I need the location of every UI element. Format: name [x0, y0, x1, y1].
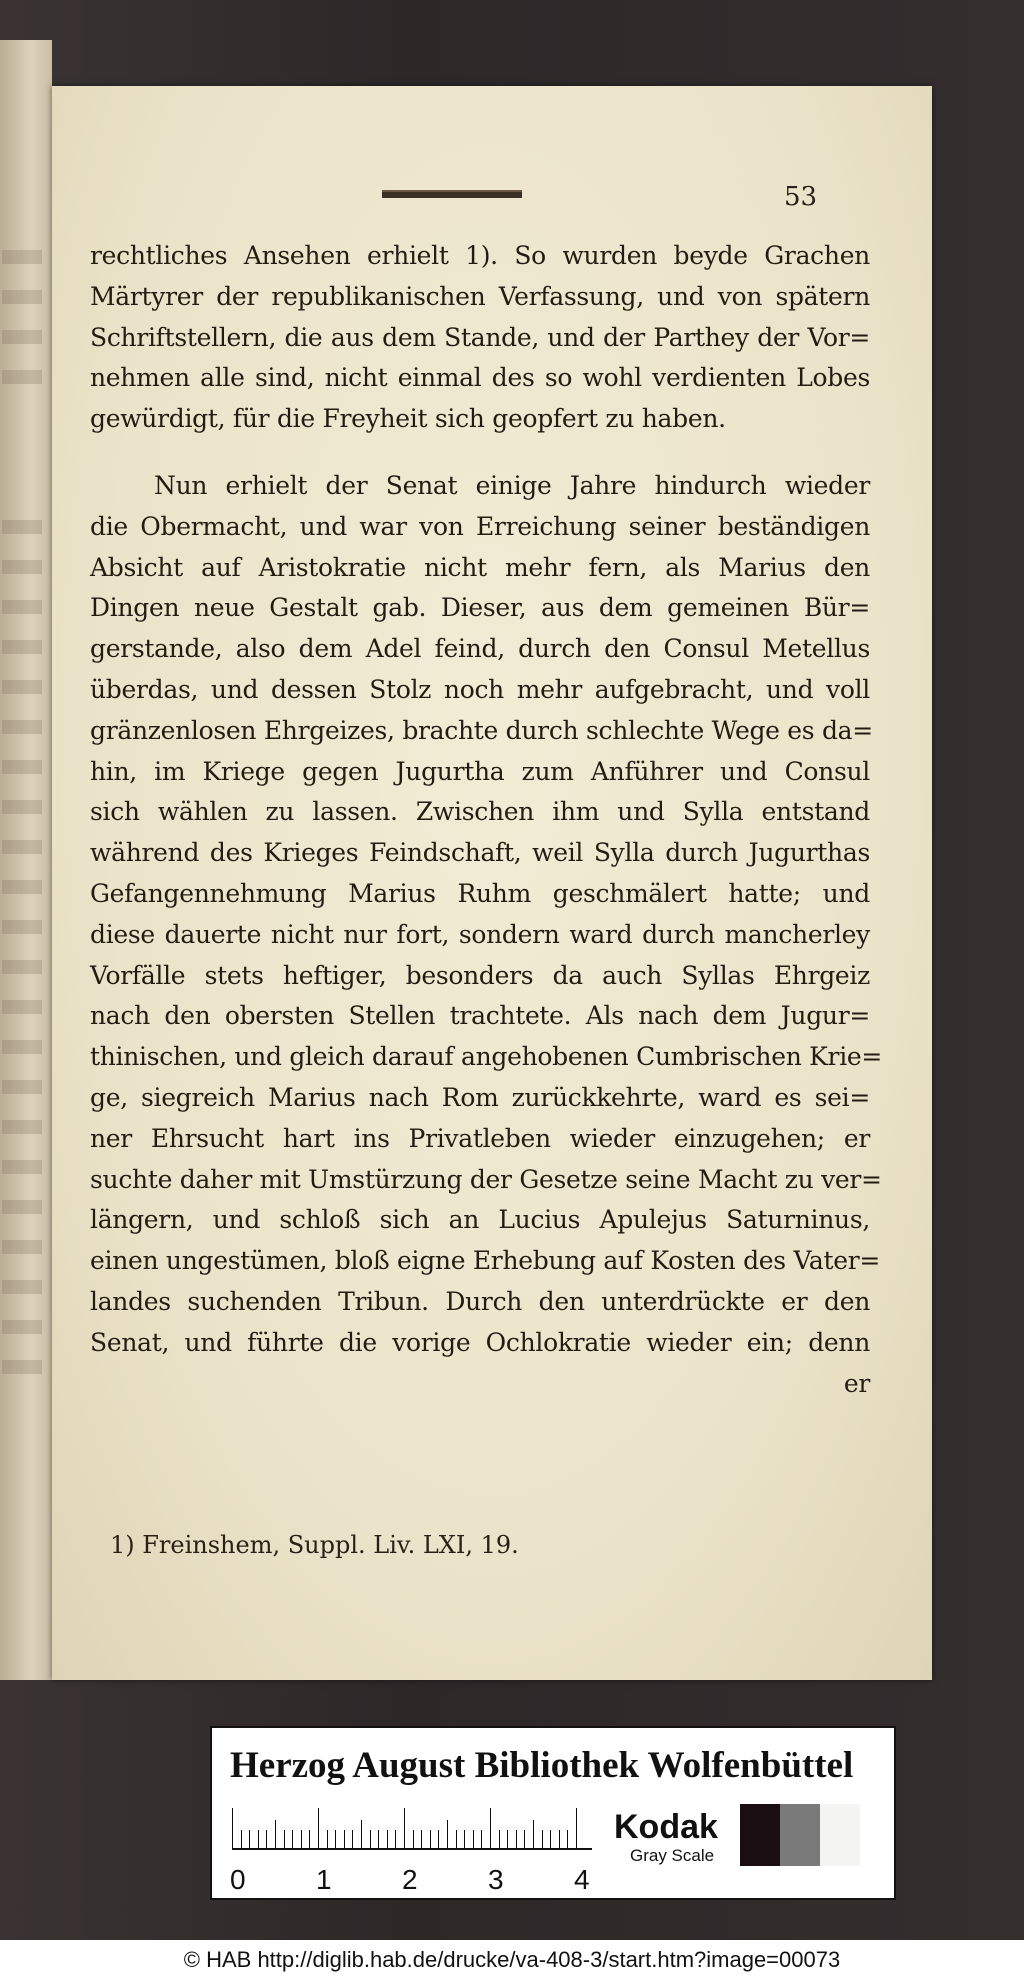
catchword: er: [843, 1368, 870, 1398]
ruler-tick: [473, 1830, 474, 1848]
text-line: thinischen, und gleich darauf angehobenen Cumbrischen Krie=: [90, 1042, 883, 1072]
library-name: Herzog August Bibliothek Wolfenbüttel: [230, 1745, 854, 1786]
ruler-tick: [318, 1808, 319, 1848]
text-line: Nun erhielt der Senat einige Jahre hindurch wieder: [154, 470, 870, 500]
text-line: gränzenlosen Ehrgeizes, brachte durch schlechte Wege es da=: [90, 715, 873, 745]
ruler-tick: [301, 1830, 302, 1848]
text-line: einen ungestümen, bloß eigne Erhebung auf Kosten des Vater=: [90, 1246, 881, 1276]
text-line: hin, im Kriege gegen Jugurtha zum Anführer und Consul: [90, 756, 870, 786]
text-line: Vorfälle stets heftiger, besonders da auch Syllas Ehrgeiz: [90, 960, 870, 990]
ruler-tick: [395, 1830, 396, 1848]
text-line: Senat, und führte die vorige Ochlokratie wieder ein; denn: [90, 1327, 870, 1357]
ruler-number: 1: [316, 1864, 332, 1895]
text-line: die Obermacht, und war von Erreichung seiner beständigen: [90, 511, 870, 541]
text-line: rechtliches Ansehen erhielt 1). So wurden beyde Grachen: [90, 241, 870, 270]
ruler-tick: [327, 1830, 328, 1848]
ruler-number: 4: [574, 1864, 590, 1895]
ruler-tick: [542, 1830, 543, 1848]
ruler-tick: [550, 1830, 551, 1848]
ruler-tick: [533, 1820, 534, 1848]
ruler-tick: [275, 1820, 276, 1848]
ruler-tick: [413, 1830, 414, 1848]
ruler-tick: [241, 1830, 242, 1848]
text-line: Dingen neue Gestalt gab. Dieser, aus dem gemeinen Bür=: [90, 593, 870, 623]
book-page: [52, 86, 932, 1680]
ruler-tick: [361, 1820, 362, 1848]
ruler-tick: [576, 1808, 577, 1848]
ruler-tick: [421, 1830, 422, 1848]
ruler-tick: [499, 1830, 500, 1848]
ruler-tick: [284, 1830, 285, 1848]
text-line: Absicht auf Aristokratie nicht mehr fern, als Marius den: [90, 552, 870, 582]
ruler-tick: [335, 1830, 336, 1848]
ruler-number: 3: [488, 1864, 504, 1895]
kodak-logo: Kodak: [614, 1808, 718, 1846]
ruler-tick: [258, 1830, 259, 1848]
page-body: [90, 236, 883, 1404]
text-line: längern, und schloß sich an Lucius Apulejus Saturninus,: [90, 1205, 870, 1235]
ruler-tick: [378, 1830, 379, 1848]
ruler-tick: [404, 1808, 405, 1848]
ruler-tick: [559, 1830, 560, 1848]
gray-swatch-dark: [740, 1804, 780, 1866]
text-line: sich wählen zu lassen. Zwischen ihm und Sylla entstand: [90, 797, 870, 827]
text-line: Schriftstellern, die aus dem Stande, und der Parthey der Vor=: [90, 322, 870, 352]
text-line: nach den obersten Stellen trachtete. Als nach dem Jugur=: [90, 1001, 870, 1031]
page-number: 53: [784, 182, 818, 212]
copyright-credit: © HAB http://diglib.hab.de/drucke/va-408-3/start.htm?image=00073: [0, 1940, 1024, 1980]
text-line: ner Ehrsucht hart ins Privatleben wieder einzugehen; er: [90, 1123, 870, 1153]
gray-swatch-mid: [780, 1804, 820, 1866]
text-line: ge, siegreich Marius nach Rom zurückkehrte, ward es sei=: [90, 1082, 870, 1112]
ruler-tick: [232, 1808, 233, 1848]
footnote: 1) Freinshem, Suppl. Liv. LXI, 19.: [110, 1531, 519, 1559]
ruler-tick: [292, 1830, 293, 1848]
text-line: gerstande, also dem Adel feind, durch den Consul Metellus: [90, 634, 870, 664]
ruler-tick: [344, 1830, 345, 1848]
text-line: gewürdigt, für die Freyheit sich geopfert zu haben.: [90, 404, 726, 434]
text-line: nehmen alle sind, nicht einmal des so wohl verdienten Lobes: [90, 363, 870, 393]
text-line: landes suchenden Tribun. Durch den unterdrückte er den: [90, 1286, 870, 1316]
gray-scale-label: Gray Scale: [630, 1846, 715, 1865]
ruler-tick: [524, 1830, 525, 1848]
ruler-tick: [464, 1830, 465, 1848]
previous-page-edge: [0, 40, 52, 1680]
paragraph-2: [90, 466, 883, 1404]
ruler-tick: [490, 1808, 491, 1848]
ruler-number: 0: [230, 1864, 246, 1895]
paragraph-1: [90, 236, 870, 440]
text-line: diese dauerte nicht nur fort, sondern ward durch mancherley: [90, 919, 870, 949]
header-rule: [382, 190, 522, 198]
text-line: suchte daher mit Umstürzung der Gesetze seine Macht zu ver=: [90, 1164, 882, 1194]
ruler-tick: [266, 1830, 267, 1848]
ruler-tick: [516, 1830, 517, 1848]
ruler-tick: [352, 1830, 353, 1848]
text-line: überdas, und dessen Stolz noch mehr aufgebracht, und voll: [90, 674, 870, 704]
ruler-tick: [507, 1830, 508, 1848]
ruler-tick: [309, 1830, 310, 1848]
ruler-tick: [456, 1830, 457, 1848]
ruler-number: 2: [402, 1864, 418, 1895]
ruler-tick: [370, 1830, 371, 1848]
text-line: Gefangennehmung Marius Ruhm geschmälert hatte; und: [90, 878, 870, 908]
ruler-tick: [567, 1830, 568, 1848]
text-line: Märtyrer der republikanischen Verfassung, und von spätern: [90, 281, 870, 311]
text-line: während des Krieges Feindschaft, weil Sylla durch Jugurthas: [90, 838, 870, 868]
ruler-tick: [438, 1830, 439, 1848]
gray-swatch-light: [820, 1804, 860, 1866]
ruler-tick: [430, 1830, 431, 1848]
color-calibration-card: [210, 1726, 896, 1900]
ruler-tick: [249, 1830, 250, 1848]
scale-ruler: [232, 1808, 592, 1850]
ruler-tick: [481, 1830, 482, 1848]
ruler-tick: [387, 1830, 388, 1848]
ruler-tick: [447, 1820, 448, 1848]
